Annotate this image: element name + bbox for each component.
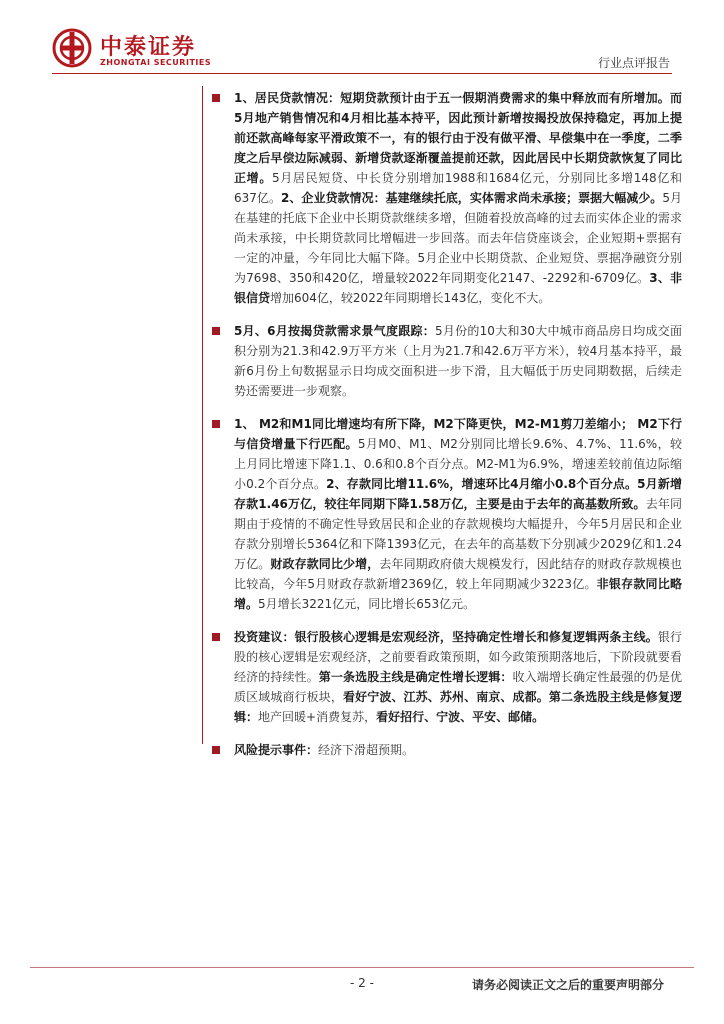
bullet-paragraph bbox=[212, 321, 682, 401]
bullet-paragraph bbox=[212, 88, 682, 308]
body-text: 经济下滑超预期。 bbox=[318, 743, 415, 757]
body-text: 增加604亿，较2022年同期增长143亿，变化不大。 bbox=[270, 291, 551, 305]
bold-text: 3、非银信贷 bbox=[234, 271, 682, 305]
body-text: 5月在基建的托底下企业中长期贷款继续多增，但随着投放高峰的过去而实体企业的需求尚未承接，中长期贷款同比增幅进一步回落。而去年信贷座谈会，企业短期+票据有一定的冲量，今年同比大幅下降。5月企业中长期贷款、企业短贷、票据净融资分别为7698、350和420亿，增量较2022年同期变化2147、-2292和-6709亿。 bbox=[234, 191, 682, 285]
bold-text: 看好宁波、江苏、苏州、南京、成都。第二条选股主线是修复逻辑： bbox=[234, 690, 682, 724]
square-bullet-icon bbox=[212, 746, 220, 754]
body-text: 5月份的10大和30大中城市商品房日均成交面积分别为21.3和42.9万平方米（上月为21.7和42.6万平方米），较4月基本持平，最新6月份上旬数据显示日均成交面积进一步下滑，且大幅低于历史同期数据，后续走势还需要进一步观察。 bbox=[234, 324, 682, 398]
bullet-paragraph bbox=[212, 627, 682, 727]
body-text: 去年同期由于疫情的不确定性导致居民和企业的存款规模均大幅提升，今年5月居民和企业存款分别增长5364亿和下降1393亿元，在去年的高基数下分别减少2029亿和1.24万亿。 bbox=[234, 497, 682, 571]
bold-text: 投资建议：银行股核心逻辑是宏观经济，坚持确定性增长和修复逻辑两条主线。 bbox=[234, 630, 658, 644]
disclaimer-note: 请务必阅读正文之后的重要声明部分 bbox=[472, 978, 665, 992]
bold-text: 1、居民贷款情况：短期贷款预计由于五一假期消费需求的集中释放而有所增加。而5月地产销售情况和4月相比基本持平，因此预计新增按揭投放保持稳定，再加上提前还款高峰每家平滑政策不一，有的银行由于没有做平滑、早偿集中在一季度，二季度之后早偿边际减弱、新增贷款逐渐覆盖提前还款，因此居民中长期贷款恢复了同比正增。 bbox=[234, 91, 682, 185]
bold-text: 看好招行、宁波、平安、邮储。 bbox=[376, 710, 545, 724]
bold-text: 2、存款同比增11.6%，增速环比4月缩小0.8个百分点。5月新增存款1.46万亿，较往年同期下降1.58万亿，主要是由于去年的高基数所致。 bbox=[234, 477, 682, 511]
header-divider bbox=[52, 73, 672, 74]
company-name-en: ZHONGTAI SECURITIES bbox=[100, 58, 212, 67]
bold-text: 风险提示事件： bbox=[234, 743, 319, 757]
bold-text: 5月、6月按揭贷款需求景气度跟踪： bbox=[234, 324, 436, 338]
bullet-paragraph bbox=[212, 414, 682, 614]
body-text: 5月居民短贷、中长贷分别增加1988和1684亿元，分别同比多增148亿和637亿。 bbox=[234, 171, 682, 205]
company-name-cn: 中泰证券 bbox=[100, 35, 197, 60]
report-body bbox=[212, 88, 682, 773]
zhongtai-logo-icon bbox=[52, 28, 92, 68]
square-bullet-icon bbox=[212, 327, 220, 335]
body-text: 收入端增长确定性最强的仍是优质区域城商行板块， bbox=[234, 670, 682, 704]
body-text: 去年同期政府债大规模发行，因此结存的财政存款规模也比较高，今年5月财政存款新增2369亿，较上年同期减少3223亿。 bbox=[234, 557, 682, 591]
margin-rule bbox=[202, 86, 203, 744]
bold-text: 第一条选股主线是确定性增长逻辑： bbox=[318, 670, 513, 684]
bullet-paragraph bbox=[212, 740, 682, 760]
body-text: 银行股的核心逻辑是宏观经济，之前要看政策预期，如今政策预期落地后，下阶段就要看经济的持续性。 bbox=[234, 630, 682, 684]
square-bullet-icon bbox=[212, 633, 220, 641]
body-text: 地产回暖+消费复苏， bbox=[258, 710, 377, 724]
body-text: 5月M0、M1、M2分别同比增长9.6%、4.7%、11.6%，较上月同比增速下降1.1、0.6和0.8个百分点。M2-M1为6.9%，增速差较前值边际缩小0.2个百分点。 bbox=[234, 437, 682, 491]
square-bullet-icon bbox=[212, 94, 220, 102]
square-bullet-icon bbox=[212, 420, 220, 428]
bold-text: 非银存款同比略增。 bbox=[234, 577, 682, 611]
bold-text: 1、 M2和M1同比增速均有所下降，M2下降更快，M2-M1剪刀差缩小； M2下行与信贷增量下行匹配。 bbox=[234, 417, 682, 451]
bold-text: 财政存款同比少增， bbox=[270, 557, 380, 571]
body-text: 5月增长3221亿元，同比增长653亿元。 bbox=[258, 597, 476, 611]
page-header bbox=[0, 0, 724, 80]
footer-divider bbox=[30, 967, 694, 968]
report-type-label: 行业点评报告 bbox=[598, 56, 671, 70]
page-number: - 2 - bbox=[350, 976, 374, 990]
bold-text: 2、企业贷款情况：基建继续托底，实体需求尚未承接；票据大幅减少。 bbox=[281, 191, 663, 205]
